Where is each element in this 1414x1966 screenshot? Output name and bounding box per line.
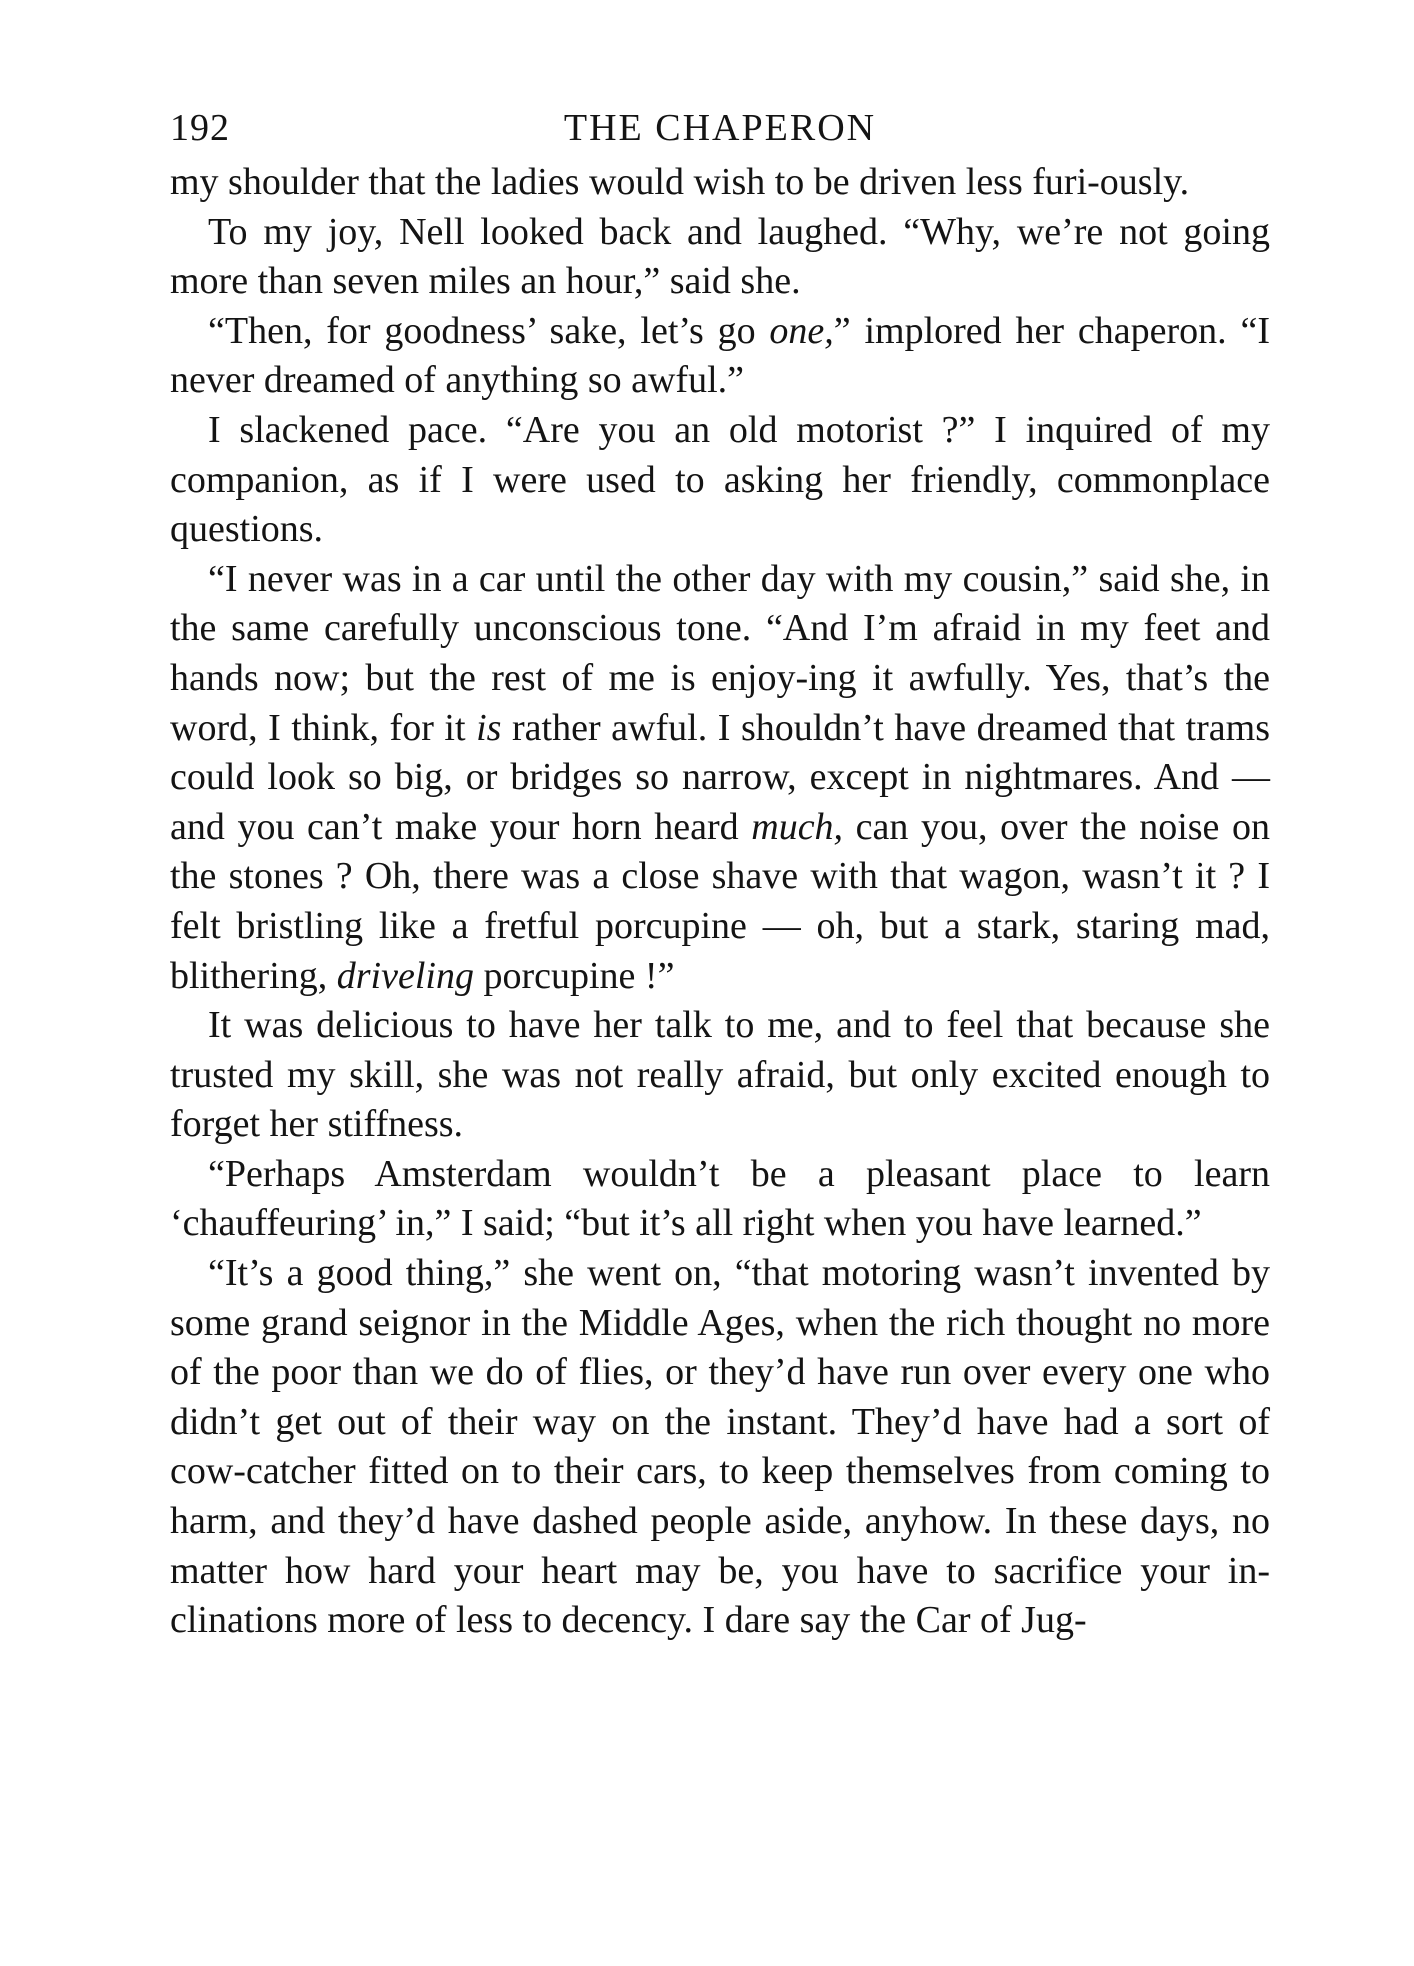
book-page: [170, 100, 1270, 1646]
paragraph: [170, 158, 1270, 208]
text-run: It was delicious to have her talk to me, and to feel that because she trusted my skill, she was not really afraid, but only excited enough to forget her stiffness.: [170, 1004, 1270, 1146]
text-run: porcupine !”: [473, 954, 675, 997]
text-run: To my joy, Nell looked back and laughed. “Why, we’re not going more than seven miles an hour,” said she.: [170, 210, 1270, 303]
italic-text: driveling: [336, 954, 474, 997]
paragraph: [170, 1001, 1270, 1150]
text-run: I slackened pace. “Are you an old motorist ?” I inquired of my companion, as if I were used to asking her friendly, commonplace questions.: [170, 408, 1270, 551]
italic-text: much,: [751, 805, 844, 848]
paragraph: [170, 1150, 1270, 1249]
paragraph: [170, 555, 1270, 1001]
text-run: “I never was in a car until the other day with my cousin,” said she, in the same carefully unconscious tone. “And I’m afraid in my feet and hands now; but the rest of me is enjoy-ing it awfully. Yes, that’s the word, I think, for it: [170, 557, 1270, 749]
text-run: “It’s a good thing,” she went on, “that motoring wasn’t invented by some grand seignor in the Middle Ages, when the rich thought no more of the poor than we do of flies, or they’d have run over every one who didn’t get out of their way on the instant. They’d have had a sort of cow-catcher fitted on to their cars, to keep themselves from coming to harm, and they’d have dashed people aside, anyhow. In these days, no matter how hard your heart may be, you have to sacrifice your in-clinations more of less to decency. I dare say the Car of Jug-: [170, 1252, 1270, 1642]
text-run: “Then, for goodness’ sake, let’s go: [208, 309, 770, 352]
paragraph: [170, 1249, 1270, 1646]
paragraph: [170, 406, 1270, 555]
running-head: [170, 100, 1270, 158]
paragraph: [170, 208, 1270, 307]
text-run: “Perhaps Amsterdam wouldn’t be a pleasant place to learn ‘chauffeuring’ in,” I said; “but it’s all right when you have learned.”: [170, 1152, 1270, 1245]
text-run: can you, over the noise on the stones ? Oh, there was a close shave with that wagon, wasn’t it ? I felt bristling like a fretful porcupine — oh, but a stark, staring mad, blithering,: [170, 805, 1270, 997]
text-run: rather awful. I shouldn’t have dreamed that trams could look so big, or bridges so narrow, except in nightmares. And — and you can’t make your horn heard: [170, 706, 1271, 848]
body-text: [170, 158, 1270, 1646]
italic-text: one,: [769, 309, 834, 352]
text-run: my shoulder that the ladies would wish to be driven less furi-ously.: [170, 161, 1190, 203]
italic-text: is: [476, 706, 502, 749]
paragraph: [170, 307, 1270, 406]
running-title: THE CHAPERON: [563, 107, 877, 149]
text-run: ” implored her chaperon. “I never dreamed of anything so awful.”: [170, 309, 1270, 402]
page-number: 192: [170, 107, 230, 149]
